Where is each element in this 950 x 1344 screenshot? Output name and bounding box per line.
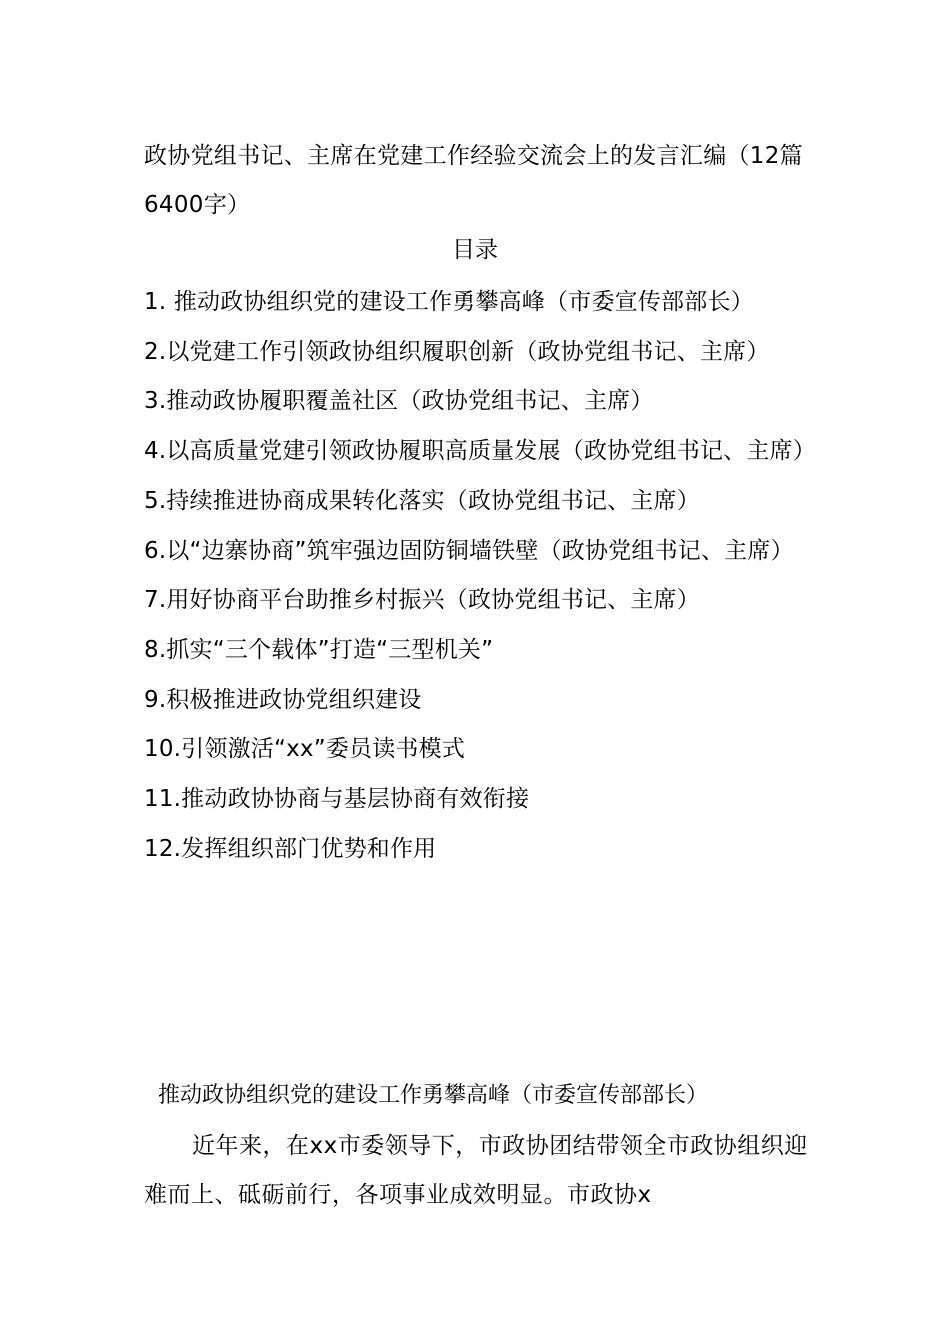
toc-item-6: 6.以“边寨协商”筑牢强边固防铜墙铁壁（政协党组书记、主席） [144,537,794,564]
section-heading: 推动政协组织党的建设工作勇攀高峰（市委宣传部部长） [158,1083,709,1108]
toc-item-4: 4.以高质量党建引领政协履职高质量发展（政协党组书记、主席） [144,438,816,465]
toc-item-8: 8.抓实“三个载体”打造“三型机关” [144,636,494,663]
toc-heading: 目录 [452,237,498,263]
document-title: 政协党组书记、主席在党建工作经验交流会上的发言汇编（12篇6400字） [144,143,803,218]
toc-item-12: 12.发挥组织部门优势和作用 [144,835,437,862]
toc-item-9: 9.积极推进政协党组织建设 [144,686,422,713]
toc-item-3: 3.推动政协履职覆盖社区（政协党组书记、主席） [144,388,654,415]
toc-item-11: 11.推动政协协商与基层协商有效衔接 [144,786,530,813]
toc-item-5: 5.持续推进协商成果转化落实（政协党组书记、主席） [144,487,700,514]
toc-item-2: 2.以党建工作引领政协组织履职创新（政协党组书记、主席） [144,338,770,365]
body-paragraph: 近年来，在xx市委领导下，市政协团结带领全市政协组织迎难而上、砥砺前行，各项事业成效明显。市政协x [144,1133,808,1208]
table-of-contents [144,278,816,874]
toc-item-1: 1. 推动政协组织党的建设工作勇攀高峰（市委宣传部部长） [144,289,754,315]
toc-item-7: 7.用好协商平台助推乡村振兴（政协党组书记、主席） [144,587,700,614]
toc-item-10: 10.引领激活“xx”委员读书模式 [144,736,466,763]
